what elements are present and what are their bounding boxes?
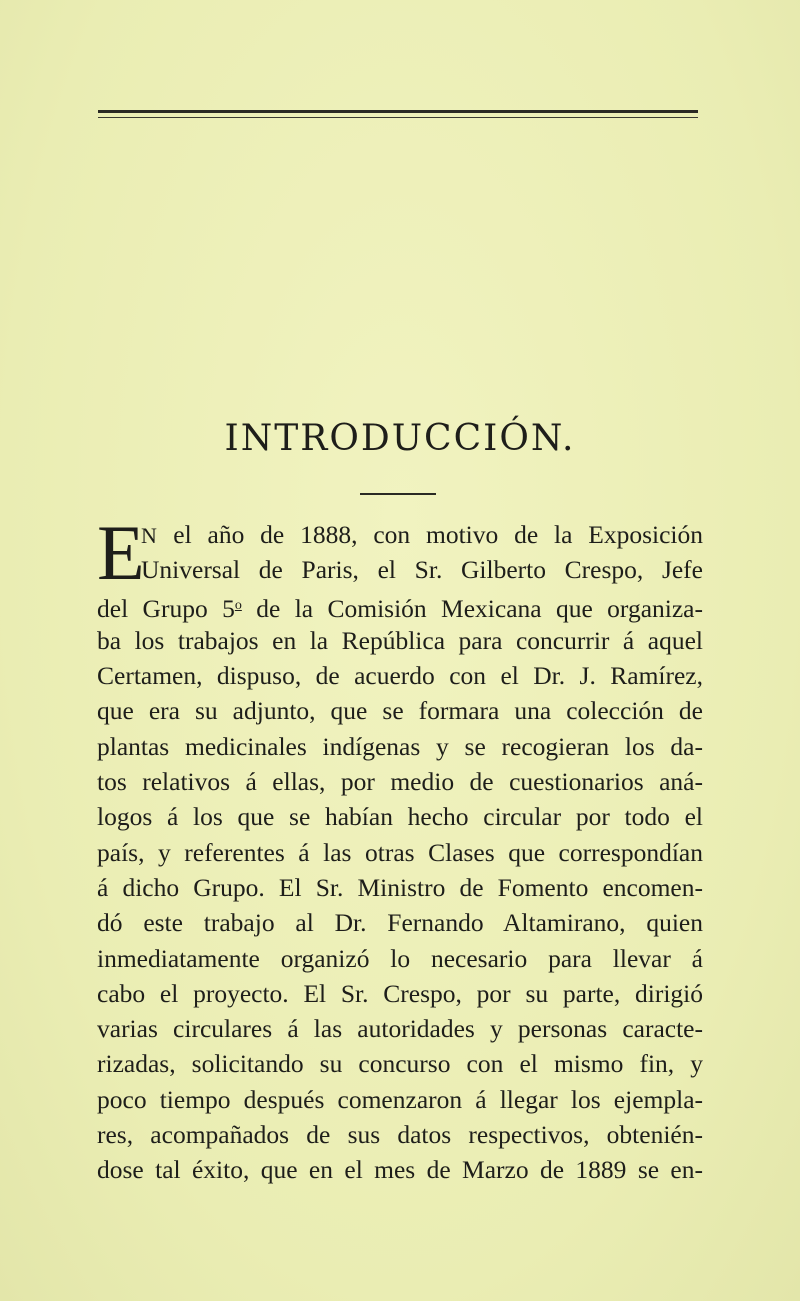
text-line-9: logos á los que se habían hecho circular por todo el: [97, 802, 703, 832]
header-rule-thin: [98, 117, 698, 118]
text-line-3-start: del Grupo 5: [97, 593, 235, 623]
text-line-3-end: de la Comisión Mexicana que organiza-: [256, 593, 703, 623]
text-line-2: Universal de Paris, el Sr. Gilberto Crespo, Jefe: [141, 555, 703, 585]
text-line-13: inmediatamente organizó lo necesario para llevar á: [97, 943, 703, 973]
drop-cap-letter: E: [97, 509, 145, 596]
title-underline-rule: [360, 493, 436, 495]
text-line-11: á dicho Grupo. El Sr. Ministro de Fomento encomen-: [97, 872, 703, 902]
text-line-14: cabo el proyecto. El Sr. Crespo, por su parte, dirigió: [97, 978, 703, 1008]
text-line-8: tos relativos á ellas, por medio de cuestionarios aná-: [97, 767, 703, 797]
text-line-5: Certamen, dispuso, de acuerdo con el Dr. J. Ramírez,: [97, 661, 703, 691]
text-line-15: varias circulares á las autoridades y personas caracte-: [97, 1014, 703, 1044]
text-line-19: dose tal éxito, que en el mes de Marzo de 1889 se en-: [97, 1155, 703, 1185]
ordinal-superscript: o: [234, 597, 242, 613]
body-paragraph: [97, 509, 704, 1188]
text-line-12: dó este trabajo al Dr. Fernando Altamirano, quien: [97, 908, 703, 938]
text-line-1: [97, 517, 703, 552]
text-line-3: [97, 588, 703, 623]
text-line-6: que era su adjunto, que se formara una colección de: [97, 696, 703, 726]
text-line-16: rizadas, solicitando su concurso con el mismo fin, y: [97, 1049, 703, 1079]
text-line-1-content: el año de 1888, con motivo de la Exposición: [173, 520, 704, 549]
text-line-4: ba los trabajos en la República para concurrir á aquel: [97, 625, 703, 655]
text-line-10: país, y referentes á las otras Clases que correspondían: [97, 837, 703, 867]
first-word-remainder: N: [141, 523, 158, 548]
header-rule-thick: [98, 110, 698, 113]
text-line-7: plantas medicinales indígenas y se recogieran los da-: [97, 731, 703, 761]
text-line-17: poco tiempo después comenzaron á llegar los ejempla-: [97, 1084, 703, 1114]
text-line-18: res, acompañados de sus datos respectivos, obtenién-: [97, 1120, 703, 1150]
chapter-title: INTRODUCCIÓN.: [224, 418, 576, 459]
